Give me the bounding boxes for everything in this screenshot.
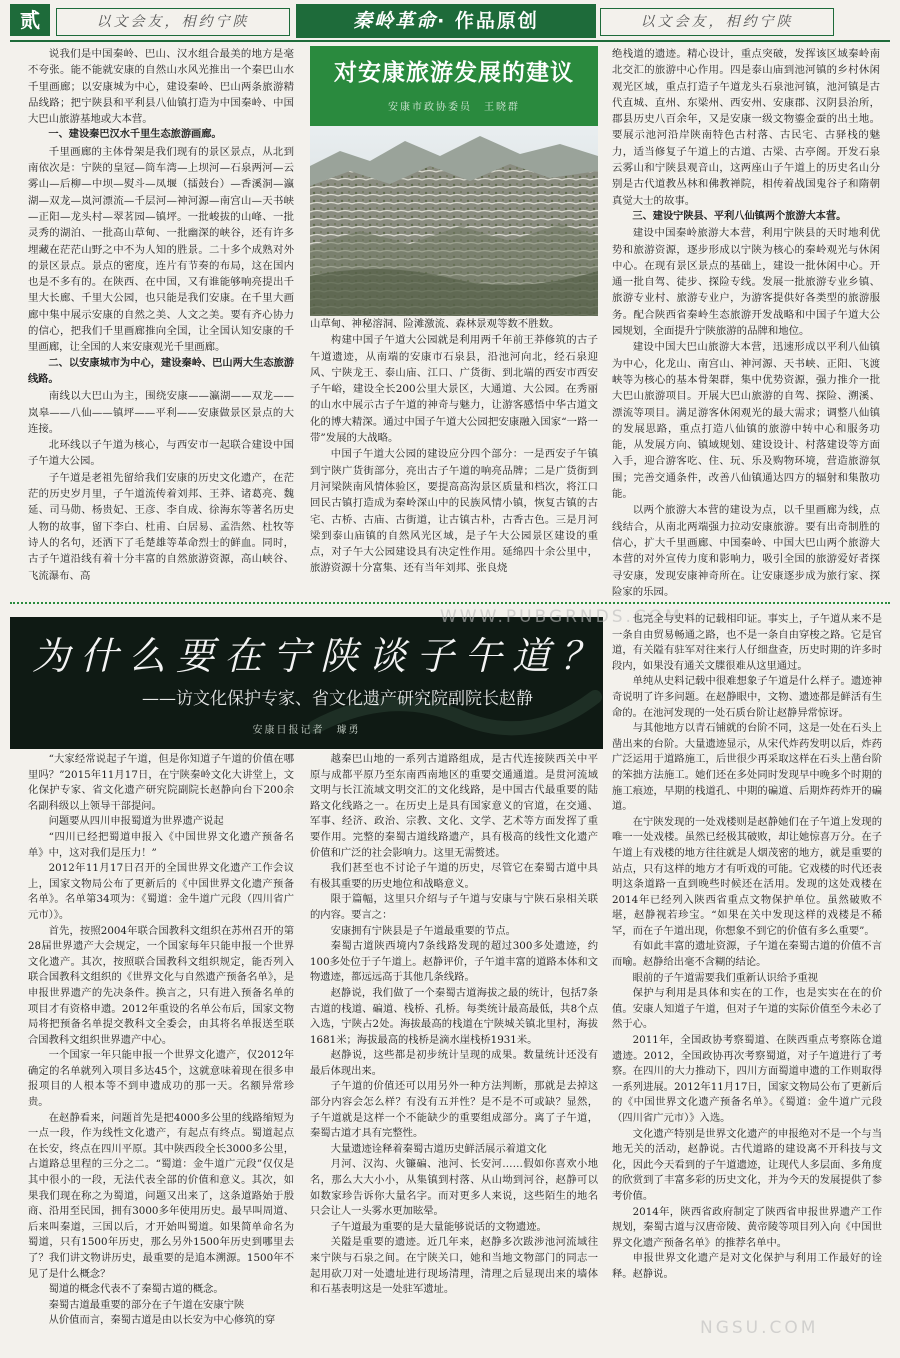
article1-title-box: [310, 46, 598, 126]
body-paragraph: 南线以大巴山为主，围绕安康——瀛湖——双龙——岚皋——八仙——镇坪——平利——安康做景区景点的大连接。: [28, 390, 294, 435]
article2-title-banner: [10, 617, 609, 749]
body-paragraph: 我们甚至也不讨论子午道的历史，尽管它在秦蜀古道中具有极其重要的历史地位和战略意义。: [310, 862, 598, 890]
body-paragraph: 申报世界文化遗产是对文化保护与利用工作最好的诠释。赵静说。: [612, 1252, 882, 1280]
body-paragraph: 建设中国大巴山旅游大本营，迅速形成以平利八仙镇为中心，化龙山、南宫山、神河源、天书峡、正阳、飞渡峡等为核心的基本骨架群，集中优势资源，强力推介一批大巴山旅游项目。开展大巴山旅游的自驾、探险、溯溪、漂流等项目。满足游客休闲观光的最大需求；调整八仙镇的发展思路，重点打造八仙镇的旅游中转中心和服务功能，从发展方向、镇域规划、建设设计、村落建设等方面入手，迎合游客吃、住、玩、乐及购物环境，营造旅游氛围；完善交通条件，改善八仙镇通达四方的辐射和集散功能。: [612, 341, 880, 501]
article2-title: 为什么要在宁陕谈子午道？: [32, 634, 609, 678]
body-paragraph: 2012年11月17日召开的全国世界文化遗产工作会议上，国家文物局公布了更新后的《中国世界文化遗产预备名单》。名单第34项为：《蜀道：金牛道广元段（四川省广元市）》。: [28, 862, 294, 921]
body-paragraph: 从价值而言，秦蜀古道是由以长安为中心修筑的穿: [48, 1314, 276, 1327]
body-paragraph: 秦蜀古道陕西境内7条线路发现的超过300多处遗迹，约100多处位于子午道上。赵静评价，子午道丰富的道路本体和文物遗迹，都远远高于其他几条线路。: [310, 940, 598, 984]
slogan-right: 以文会友，相约宁陕: [600, 8, 834, 36]
body-paragraph: 安康拥有宁陕县是子午道最重要的节点。: [330, 924, 516, 937]
body-paragraph: 千里画廊的主体骨架是我们现有的景区景点，从北到南依次是：宁陕的皇冠—筒车湾—上坝河—石泉两河—云雾山—后柳—中坝—熨斗—凤堰（擂鼓台）—香溪洞—瀛湖—双龙—岚河漂流—千层河—神河源—南宫山—天书峡—正阳—龙头村—翠茗园—镇坪。一批峻拔的山峰、一批灵秀的湖泊、一批高山草甸、一批幽深的峡谷，还有许多埋藏在茫茫山野之中不为人知的胜景。二十多个成熟对外的景区景点。景点的密度，连片有节奏的布局，这在国内也是不多有的。在陕西、在中国，又有谁能够响亮提出千里大长廊、千里大公园，也只能是我们安康。在千里大画廊中集中展示安康的自然之美、人文之美。要有齐心协力的信心，把我们千里画廊推向全国，让全国认知安康的千里画廊，让全国的人来安康观光千里画廊。: [28, 145, 294, 354]
body-paragraph: 子午道最为重要的是大量能够说话的文物遗迹。: [330, 1220, 547, 1233]
article2-column-3: [612, 612, 882, 1342]
body-paragraph: 山草甸、神秘溶洞、险滩激流、森林景观等数不胜数。: [310, 318, 560, 330]
body-paragraph: 限于篇幅，这里只介绍与子午道与安康与宁陕石泉相关联的内容。要言之：: [310, 893, 598, 921]
article1-column-1: [28, 46, 294, 586]
body-paragraph: 眼前的子午道需要我们重新认识给予重视: [632, 971, 818, 984]
body-paragraph: 绝栈道的遗迹。精心设计，重点突破，发挥该区域秦岭南北交汇的旅游中心作用。四是泰山庙到池河镇的乡村休闲观光区域，重点打造子午道龙头石泉池河镇，池河镇是古代直城、直州、东梁州、西安州、安康郡、汉阴县治所，郡县历史八百余年，又是安康一级文物鎏金蚕的出土地。要展示池河沿岸陕南特色古村落、古民宅、古驿栈的魅力，适当修复子午道上的古道、古梁、古亭阁。开发石泉云雾山和宁陕县观音山，这两座山子午道上的历史名山分别是古代道教丛林和佛教禅院，相传着战国鬼谷子和隋朝真觉大士的故事。: [612, 48, 880, 207]
article1-column-3: [612, 46, 880, 598]
body-paragraph: 说我们是中国秦岭、巴山、汉水组合最美的地方是毫不夸张。能不能就安康的自然山水风光推出一个秦巴山水千里画廊；以安康城为中心，建设秦岭、巴山两条旅游精品线路；把宁陕县和平利县八仙镇打造为中国秦岭、中国大巴山旅游基地或大本营。: [28, 48, 294, 126]
reporter-role: 安康日报记者: [252, 725, 325, 736]
article-separator: [10, 602, 890, 604]
body-paragraph: 赵静说，我们做了一个秦蜀古道海拔之最的统计，包括7条古道的栈道、碥道、栈桥、孔桥。每类统计最高最低，共8个点入选，宁陕占2处。海拔最高的栈道在宁陕城关镇北里村，海拔1681米；海拔最高的栈桥是滴水崖栈桥1931米。: [310, 986, 598, 1046]
article1-byline: [310, 98, 598, 113]
watermark-bottom: NGSU.COM: [700, 1318, 819, 1338]
article2-subtitle: ——访文化保护专家、省文化遗产研究院副院长赵静: [142, 689, 533, 709]
section-heading: 三、建设宁陕县、平利八仙镇两个旅游大本营。: [632, 210, 847, 222]
body-paragraph: 保护与利用是具体和实在的工作，也是实实在在的价值。安康人知道子午道，但对子午道的实际价值至今未必了然于心。: [612, 987, 882, 1031]
top-rule: [10, 40, 890, 42]
article1-title: 对安康旅游发展的建议: [334, 60, 574, 86]
body-paragraph: 赵静说，这些都是初步统计呈现的成果。数量统计还没有最后体现出来。: [310, 1049, 598, 1077]
body-paragraph: 秦蜀古道最重要的部分在子午道在安康宁陕: [48, 1298, 245, 1311]
section-banner: [296, 4, 596, 38]
article1-column-2: [310, 316, 598, 586]
body-paragraph: 首先，按照2004年联合国教科文组织在苏州召开的第28届世界遗产大会规定，一个国家每年只能申报一个世界文化遗产。其次，按照联合国教科文组织规定，能否列入联合国教科文组织的《世界文化与自然遗产预备名单》，是申报世界遗产的先决条件。换言之，只有进入预备名单的项目才有资格申遗。2012年重设的名单公布后，国家文物局将把预备名单提交教科文全委会，由其将名单报送至联合国教科文组织世界遗产中心。: [28, 924, 294, 1046]
article2-byline: [10, 721, 603, 736]
body-paragraph: 子午道是老祖先留给我们安康的历史文化遗产，在茫茫的历史岁月里，子午道流传着刘邦、王莽、诸葛亮、魏延、司马勋、杨贵妃、王彦、李自成、徐海东等著名历史人物的故事，留下李白、杜甫、白居易、孟浩然、杜牧等诗人的名句，还洒下了毛楚雄等革命烈士的鲜血。同时，古子午道沿线有着十分丰富的自然旅游资源，高山峡谷、飞流瀑布、高: [28, 471, 294, 582]
body-paragraph: 蜀道的概念代表不了秦蜀古道的概念。: [48, 1283, 224, 1296]
body-paragraph: 北环线以子午道为核心，与西安市一起联合建设中国子午道大公园。: [28, 439, 294, 468]
author-name: 王晓群: [484, 102, 520, 113]
section-heading: 一、建设秦巴汉水千里生态旅游画廊。: [48, 129, 222, 141]
reporter-name: 璩勇: [336, 725, 361, 736]
masthead: [0, 0, 900, 42]
watermark: WWW.PUBGRNDS.COM: [440, 607, 683, 627]
body-paragraph: 以两个旅游大本营的建设为点，以千里画廊为线，点线结合，从南北两端强力拉动安康旅游。要有出奇制胜的信心，扩大千里画廊、中国秦岭、中国大巴山两个旅游大本营的对外宣传力度和影响力，吸引全国的旅游爱好者探寻安康，发现安康神奇所在。让安康逐步成为旅行家、探险家的乐园。: [612, 504, 880, 598]
body-paragraph: 2011年，全国政协考察蜀道、在陕西重点考察陈仓道遗迹。2012，全国政协再次考察蜀道，对子午道进行了考察。在四川的大力推动下，四川方面蜀道申遗的工作则取得一系列进展。2012年11月17日，国家文物局公布了更新后的《中国世界文化遗产预备名单》。《蜀道：金牛道广元段（四川省广元市）》入选。: [612, 1034, 882, 1124]
body-paragraph: 建设中国秦岭旅游大本营，利用宁陕县的天时地利优势和旅游资源，逐步形成以宁陕为核心的秦岭观光与休闲中心。在现有景区景点的基础上，建设一批休闲中心。开通一批自驾、徒步、探险专线。发展一批旅游专业乡镇、旅游专业村、旅游专业户，为游客提供好各类型的旅游服务。配合陕西省秦岭生态旅游开发战略和中国子午道大公园规划，全面提升宁陕旅游的品牌和地位。: [612, 227, 880, 338]
body-paragraph: 越秦巴山地的一系列古道路组成，是古代连接陕西关中平原与成都平原乃至东南西南地区的重要交通通道。是贯河流域文明与长江流域文明交汇的文化线路，是中国古代最重要的陆路文化线路之一。在历史上是具有国家意义的官道，在交通、军事、经济、政治、宗教、文化、文学、艺术等方面发挥了重要作用。完整的秦蜀古道线路遗产，具有极高的线性文化遗产价值和广泛的社会影响力。这里无需赘述。: [310, 753, 598, 859]
body-paragraph: “四川已经把蜀道申报入《中国世界文化遗产预备名单》中，这对我们是压力！”: [28, 830, 294, 859]
page-number: 贰: [10, 4, 50, 36]
body-paragraph: 与其他地方以青石铺就的台阶不同，这是一处在石头上凿出来的台阶。大量遗迹显示，从宋代炸药发明以后，炸药广泛运用于道路施工，后世很少再采取这样在石头上凿台阶的笨拙方法施工。她们还在多处同时发现早中晚多个时期的施工痕迹，早期的栈道孔、中期的碥道、后期炸药炸开的碥道。: [612, 722, 882, 813]
body-paragraph: 关隘是重要的遗迹。近几年来，赵静多次跋涉池河流域往来宁陕与石泉之间。在宁陕关口，她和当地文物部门的同志一起用砍刀对一处遗址进行现场清理，清理之后显现出来的墙体和石基表明这是一处驻军遗址。: [310, 1236, 598, 1296]
body-paragraph: 中国子午道大公园的建设应分四个部分：一是西安子午镇到宁陕广货街部分，亮出古子午道的响亮品牌；二是广货街到月河梁陕南风情体验区，要提高高沟景区质量和档次，将江口回民古镇打造成为秦岭深山中的民族风情小镇，恢复古镇的古宅、古桥、古庙、古街道，让古镇古朴，古香古色。三是月河梁到泰山庙镇的自然风光区域，是子午大公园景区建设的重点，对子午大公园建设具有决定性作用。延绵四十余公里中，旅游资源十分富集、还有当年刘邦、张良烧: [310, 448, 598, 575]
body-paragraph: 在宁陕发现的一处戏楼则是赵静她们在子午道上发现的唯一一处戏楼。虽然已经极其破败，却让她惊喜万分。在子午道上有戏楼的地方往往就是人烟茂密的地方，就是重要的站点，只有这样的地方才有听戏的可能。它戏楼的时代还表明这条道路一直到晚些时候还在活用。发现的这处戏楼在2014年已经列入陕西省重点文物保护单位。虽然破败不堪，赵静视若珍宝。“如果在关中发现这样的戏楼是不稀罕，而在子午道出现，你想象不到它的价值有多么重要”。: [612, 815, 882, 937]
body-paragraph: 2014年，陕西省政府制定了陕西省申报世界遗产工作规划，秦蜀古道与汉唐帝陵、黄帝陵等项目列入向《中国世界文化遗产预备名单》的推荐名单中。: [612, 1205, 882, 1249]
body-paragraph: 单纯从史料记载中很难想象子午道是什么样子。遗迹神奇说明了许多问题。在赵静眼中，文物、遗迹都是鲜活有生命的。在池河发现的一处石质台阶让赵静异常惊讶。: [612, 675, 882, 719]
body-paragraph: 文化遗产特别是世界文化遗产的申报绝对不是一个与当地无关的活动，赵静说。古代道路的建设离不开科技与文化，因此今天看到的子午道遗迹，让现代人多层面、多角度的欣赏到了丰富多彩的历史文化，并为今天的发展提供了参考价值。: [612, 1127, 882, 1202]
body-paragraph: 月河、汉沟、火镰碥、池河、长安河……假如你喜欢小地名，那么大大小小，从集镇到村落、从山坳到河谷，赵静可以如数家珍告诉你大量名字。而对更多人来说，这些陌生的地名只会让人一头雾水更加眩晕。: [310, 1158, 598, 1218]
body-paragraph: 有如此丰富的遗址资源，子午道在秦蜀古道的价值不言而喻。赵静给出毫不含糊的结论。: [612, 940, 882, 969]
brand-name: 秦岭革命: [353, 10, 438, 32]
author-role: 安康市政协委员: [388, 102, 472, 113]
terraced-mountain-photo: [310, 126, 598, 316]
slogan-left: 以文会友，相约宁陕: [56, 8, 290, 36]
article2-column-1: [28, 752, 294, 1342]
body-paragraph: 也完全与史料的记载相印证。事实上，子午道从来不是一条自由贸易畅通之路，也不是一条自由穿梭之路。它是官道，有关隘有驻军对往来行人仔细盘查，历史时期的许多时段内，如果没有通关文牒很难从这里通过。: [612, 613, 882, 672]
section-heading: 二、以安康城市为中心，建设秦岭、巴山两大生态旅游线路。: [28, 357, 294, 385]
section-name: · 作品原创: [437, 10, 539, 32]
body-paragraph: “大家经常说起子午道，但是你知道子午道的价值在哪里吗？”2015年11月17日，在宁陕秦岭文化大讲堂上，文化保护专家、省文化遗产研究院副院长赵静向台下200余名副科级以上领导干部提问。: [28, 753, 294, 812]
body-paragraph: 大量遗迹诠释着秦蜀古道历史鲜活展示着道文化: [330, 1142, 547, 1155]
body-paragraph: 一个国家一年只能申报一个世界文化遗产，仅2012年确定的名单就列入项目多达45个，这就意味着现在很多申报项目的人根本等不到申遗成功的那一天。名额异常珍贵。: [28, 1049, 294, 1109]
body-paragraph: 构建中国子午道大公园就是利用两千年前王莽修筑的古子午道遗迹，从南端的安康市石泉县，沿池河向北，经石泉迎风、宁陕龙王、泰山庙、江口、广货街、到北端的西安市西安子午峪，建设全长200公里大景区，大通道、大公园。在秀丽的山水中展示古子午道的神奇与魅力，让游客感悟中华古道文化的博大精深。通过中国子午道大公园把安康融入国家“一路一带”发展的大战略。: [310, 334, 598, 445]
body-paragraph: 问题要从四川申报蜀道为世界遗产说起: [48, 815, 224, 828]
article2-column-2: [310, 752, 598, 1342]
body-paragraph: 子午道的价值还可以用另外一种方法判断，那就是去掉这部分内容会怎么样？有没有五并性？是不是不可或缺？显然，子午道就是这样一个不能缺少的重要组成部分。离了子午道，秦蜀古道才具有完整性。: [310, 1080, 598, 1140]
body-paragraph: 在赵静看来，问题首先是把4000多公里的线路缩短为一点一段，作为线性文化遗产，有起点有终点。蜀道起点在长安，终点在四川平原。其中陕西段全长3000多公里，占道路总里程的三分之二。“蜀道：金牛道广元段”仅仅是其中很小的一段，无法代表全部的价值和意义。其次，如果我们现在称之为蜀道，问题又出来了，这条道路始于殷商、沿用至民国，拥有3000多年使用历史。最早叫周道、后来叫秦道，三国以后，才开始叫蜀道。如果简单命名为蜀道，只有1500年历史，那么另外1500年历史到哪里去了？我们讲文物讲历史，最重要的是追本溯源。1500年不见了是什么概念？: [28, 1111, 294, 1280]
